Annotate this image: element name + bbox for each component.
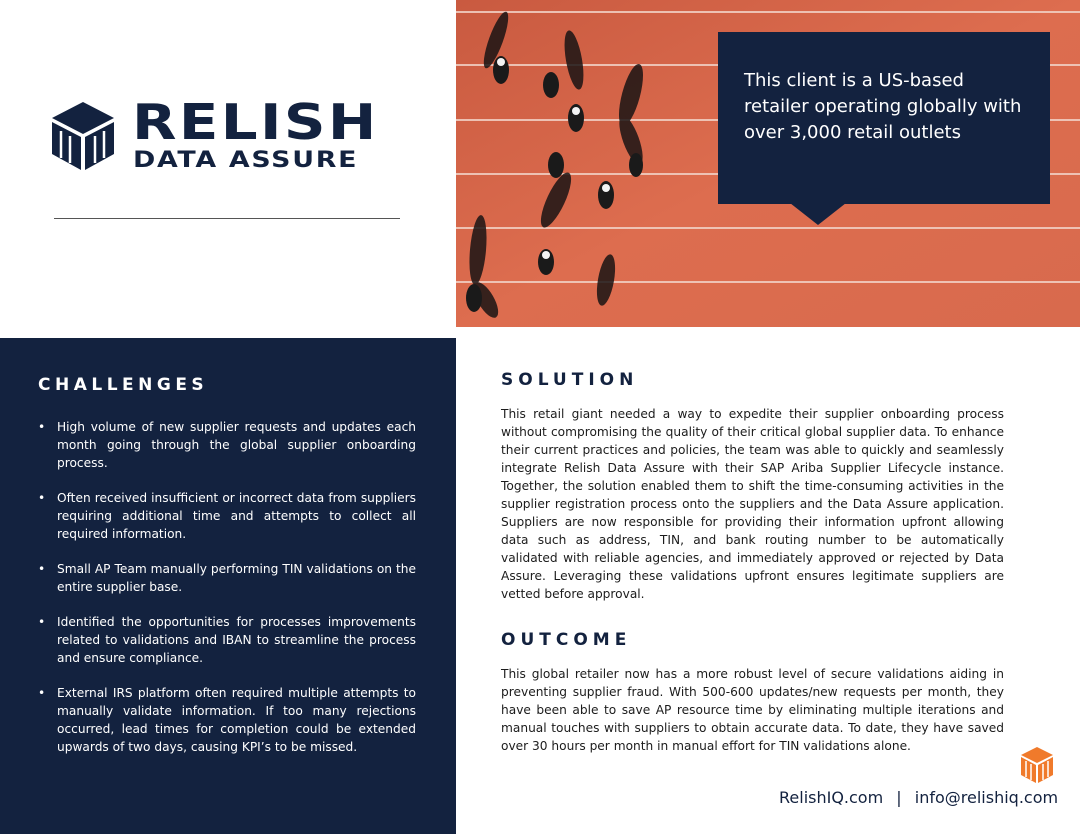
email-link[interactable]: info@relishiq.com (914, 788, 1059, 807)
challenges-heading: CHALLENGES (38, 375, 209, 395)
challenge-item: • Identified the opportunities for processes improvements related to validations and IBAN to streamline the process and ensure compliance. (38, 613, 416, 667)
outcome-heading: OUTCOME (501, 630, 632, 650)
solution-body: This retail giant needed a way to expedite their supplier onboarding process without compromising the quality of their critical global supplier data. To enhance their current practices and policies, the team was able to quickly and seamlessly integrate Relish Data Assure with their SAP Ariba Supplier Lifecycle instance. Together, the solution enabled them to shift the time-consuming activities in the supplier registration process onto the suppliers and the Data Assure application. Suppliers are now responsible for providing their information upfront allowing data such as address, TIN, and bank routing number to be automatically validated with reliable agencies, and immediately approved or rejected by Data Assure. Leveraging these validations upfront ensures legitimate suppliers are vetted before approval. (501, 407, 1004, 601)
challenges-panel (0, 338, 456, 834)
challenge-item: • High volume of new supplier requests and updates each month going through the global supplier onboarding process. (38, 418, 416, 472)
footer-separator: | (896, 788, 902, 807)
brand-name: RELISH (132, 94, 379, 151)
footer-contact (779, 788, 1058, 807)
challenges-list (38, 418, 416, 773)
website-link[interactable]: RelishIQ.com (779, 788, 884, 807)
callout-pointer (790, 203, 846, 225)
outcome-body: This global retailer now has a more robust level of secure validations aiding in preventing supplier fraud. With 500-600 updates/new requests per month, they have been able to save AP resource time by eliminating multiple iterations and manual touches with suppliers to obtain accurate data. To date, they have saved over 30 hours per month in manual effort for TIN validations alone. (501, 667, 1004, 753)
cube-logo-icon (50, 100, 116, 172)
logo-divider (54, 218, 400, 219)
cube-corner-icon (1020, 746, 1054, 784)
brand-product: DATA ASSURE (133, 148, 359, 173)
solution-heading: SOLUTION (501, 370, 639, 390)
callout-text: This client is a US-based retailer operating globally with over 3,000 retail outlets (744, 70, 1022, 143)
challenge-item: • Small AP Team manually performing TIN validations on the entire supplier base. (38, 560, 416, 596)
challenge-item: • External IRS platform often required multiple attempts to manually validate information. If too many rejections occurred, lead times for completion could be extended upwards of two days, causing KPI’s to be missed. (38, 684, 416, 756)
logo-area (0, 0, 456, 338)
challenge-item: • Often received insufficient or incorrect data from suppliers requiring additional time and attempts to collect all required information. (38, 489, 416, 543)
